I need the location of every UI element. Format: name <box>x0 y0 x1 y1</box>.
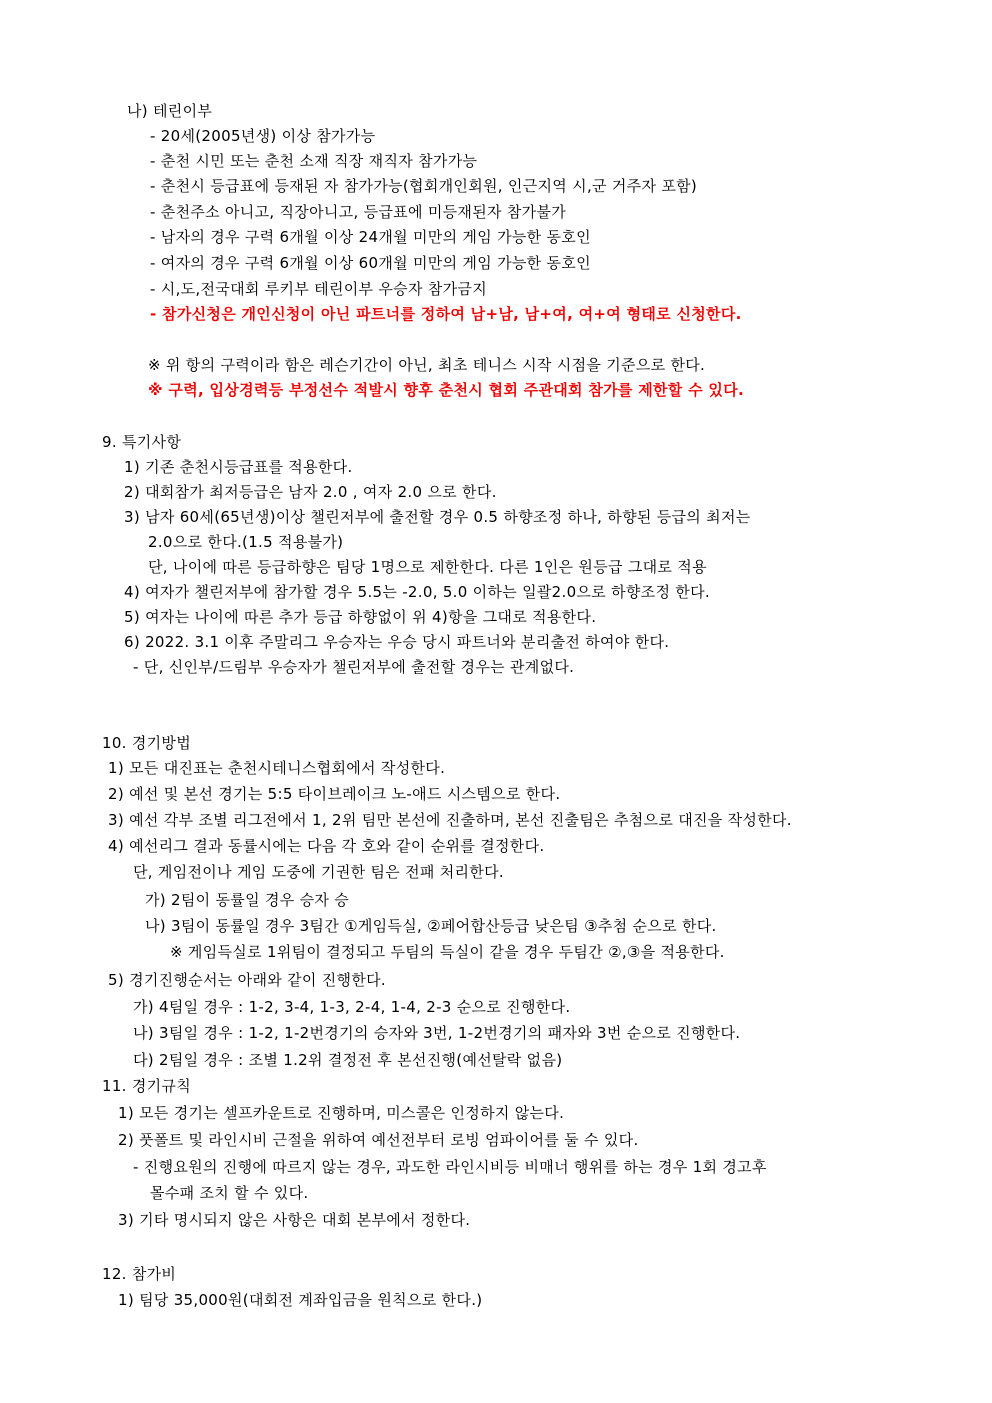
text-line: - 시,도,전국대회 루키부 테린이부 우승자 참가금지 <box>150 280 487 298</box>
text-line: 1) 모든 경기는 셀프카운트로 진행하며, 미스콜은 인정하지 않는다. <box>118 1104 565 1122</box>
text-line: - 참가신청은 개인신청이 아닌 파트너를 정하여 남+남, 남+여, 여+여 형태로 신청한다. <box>150 305 742 323</box>
text-line: 1) 기존 춘천시등급표를 적용한다. <box>124 458 353 476</box>
text-line: 3) 기타 명시되지 않은 사항은 대회 본부에서 정한다. <box>118 1211 471 1229</box>
text-line: 2) 풋폴트 및 라인시비 근절을 위하여 예선전부터 로빙 엄파이어를 둘 수 있다. <box>118 1131 639 1149</box>
text-line: 나) 3팀일 경우 : 1-2, 1-2번경기의 승자와 3번, 1-2번경기의 패자와 3번 순으로 진행한다. <box>133 1024 741 1042</box>
text-line: 2) 대회참가 최저등급은 남자 2.0 , 여자 2.0 으로 한다. <box>124 483 497 501</box>
text-line: 5) 경기진행순서는 아래와 같이 진행한다. <box>108 971 386 989</box>
text-line: 11. 경기규칙 <box>102 1077 191 1095</box>
text-line: 단, 게임전이나 게임 도중에 기권한 팀은 전패 처리한다. <box>133 863 504 881</box>
text-line: 다) 2팀일 경우 : 조별 1.2위 결정전 후 본선진행(예선탈락 없음) <box>133 1051 563 1069</box>
text-line: 3) 남자 60세(65년생)이상 챌린저부에 출전할 경우 0.5 하향조정 하나, 하향된 등급의 최저는 <box>124 508 751 526</box>
text-line: ※ 게임득실로 1위팀이 결정되고 두팀의 득실이 같을 경우 두팀간 ②,③을 적용한다. <box>170 943 725 961</box>
text-line: 몰수패 조치 할 수 있다. <box>150 1184 309 1202</box>
text-line: 9. 특기사항 <box>102 433 182 451</box>
text-line: 단, 나이에 따른 등급하향은 팀당 1명으로 제한한다. 다른 1인은 원등급 그대로 적용 <box>148 558 707 576</box>
text-line: 4) 여자가 챌린저부에 참가할 경우 5.5는 -2.0, 5.0 이하는 일괄2.0으로 하향조정 한다. <box>124 583 710 601</box>
text-line: 1) 모든 대진표는 춘천시테니스협회에서 작성한다. <box>108 759 446 777</box>
text-line: 2) 예선 및 본선 경기는 5:5 타이브레이크 노-애드 시스템으로 한다. <box>108 785 561 803</box>
text-line: 가) 2팀이 동률일 경우 승자 승 <box>145 891 350 909</box>
text-line: ※ 위 항의 구력이라 함은 레슨기간이 아닌, 최초 테니스 시작 시점을 기준으로 한다. <box>148 356 706 374</box>
text-line: 10. 경기방법 <box>102 734 191 752</box>
text-line: 4) 예선리그 결과 동률시에는 다음 각 호와 같이 순위를 결정한다. <box>108 837 545 855</box>
text-line: 3) 예선 각부 조별 리그전에서 1, 2위 팀만 본선에 진출하며, 본선 진출팀은 추첨으로 대진을 작성한다. <box>108 811 792 829</box>
text-line: 12. 참가비 <box>102 1265 177 1283</box>
text-line: - 진행요원의 진행에 따르지 않는 경우, 과도한 라인시비등 비매너 행위를 하는 경우 1회 경고후 <box>133 1158 767 1176</box>
text-line: 6) 2022. 3.1 이후 주말리그 우승자는 우승 당시 파트너와 분리출전 하여야 한다. <box>124 633 670 651</box>
text-line: 5) 여자는 나이에 따른 추가 등급 하향없이 위 4)항을 그대로 적용한다. <box>124 608 597 626</box>
text-line: - 남자의 경우 구력 6개월 이상 24개월 미만의 게임 가능한 동호인 <box>150 228 591 246</box>
text-line: - 춘천주소 아니고, 직장아니고, 등급표에 미등재된자 참가불가 <box>150 203 567 221</box>
text-line: - 춘천 시민 또는 춘천 소재 직장 재직자 참가가능 <box>150 152 478 170</box>
text-line: - 20세(2005년생) 이상 참가가능 <box>150 127 376 145</box>
text-line: 나) 테린이부 <box>127 102 213 120</box>
text-line: 2.0으로 한다.(1.5 적용불가) <box>148 533 344 551</box>
text-line: 1) 팀당 35,000원(대회전 계좌입금을 원칙으로 한다.) <box>118 1291 483 1309</box>
text-line: 나) 3팀이 동률일 경우 3팀간 ①게임득실, ②페어합산등급 낮은팀 ③추첨 순으로 한다. <box>145 917 717 935</box>
text-line: ※ 구력, 입상경력등 부정선수 적발시 향후 춘천시 협회 주관대회 참가를 제한할 수 있다. <box>148 381 745 399</box>
text-line: 가) 4팀일 경우 : 1-2, 3-4, 1-3, 2-4, 1-4, 2-3 순으로 진행한다. <box>133 998 571 1016</box>
text-line: - 춘천시 등급표에 등재된 자 참가가능(협회개인회원, 인근지역 시,군 거주자 포함) <box>150 177 698 195</box>
text-line: - 단, 신인부/드림부 우승자가 챌린저부에 출전할 경우는 관계없다. <box>133 658 575 676</box>
text-line: - 여자의 경우 구력 6개월 이상 60개월 미만의 게임 가능한 동호인 <box>150 254 591 272</box>
